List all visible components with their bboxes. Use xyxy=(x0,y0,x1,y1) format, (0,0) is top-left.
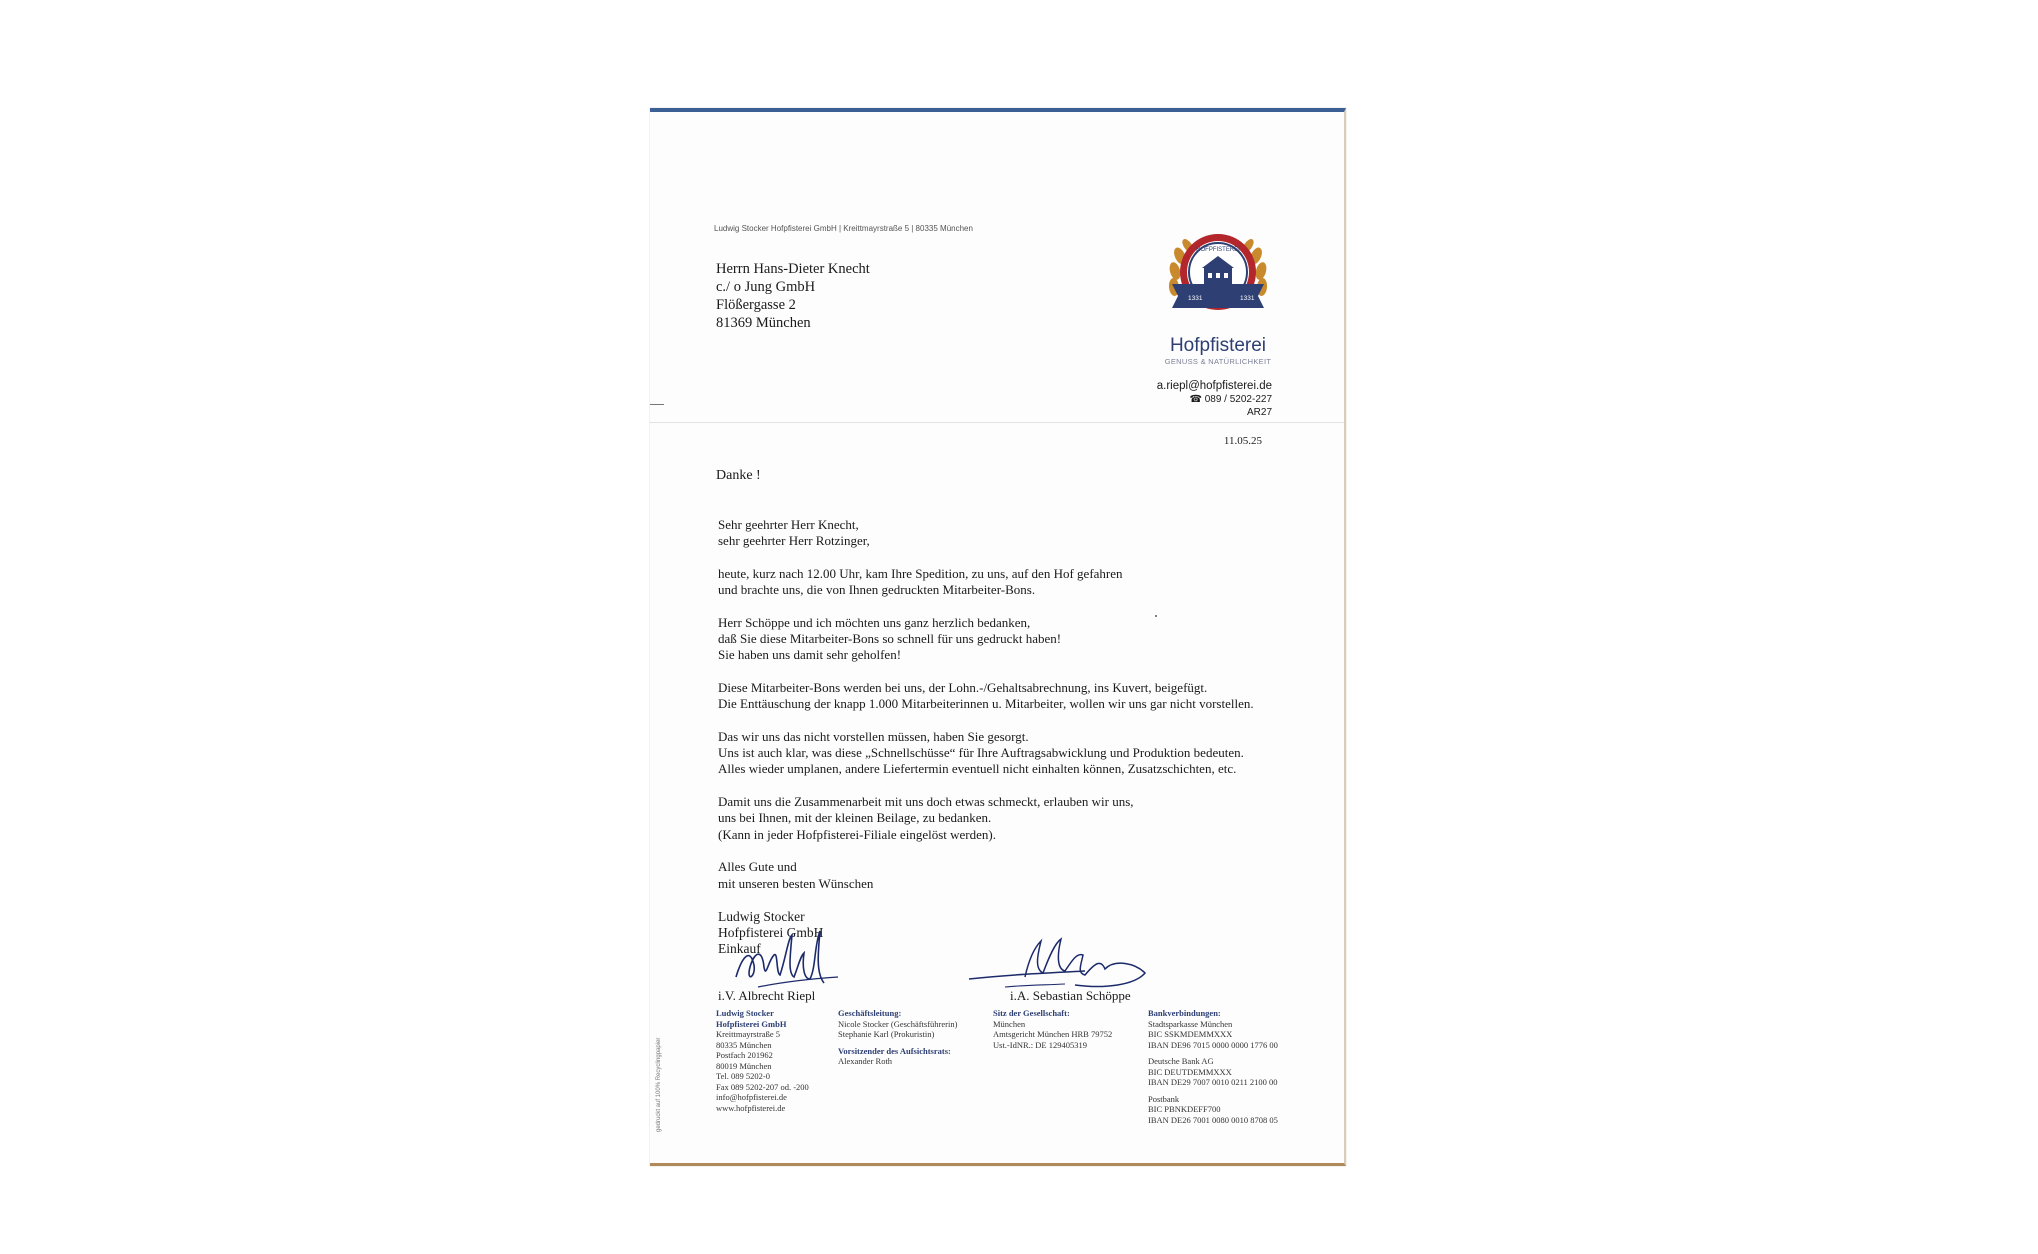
closing: Alles Gute und mit unseren besten Wünschen xyxy=(718,859,874,891)
fold-line xyxy=(650,422,1344,423)
letter-body xyxy=(718,517,1318,908)
paragraph: Herr Schöppe und ich möchten uns ganz herzlich bedanken, daß Sie diese Mitarbeiter-Bons so schnell für uns gedruckt haben! Sie haben uns damit sehr geholfen! xyxy=(718,614,1062,663)
recipient-address: Herrn Hans-Dieter Knecht c./ o Jung GmbH Flößergasse 2 81369 München xyxy=(716,261,870,331)
greeting: Sehr geehrter Herr Knecht, sehr geehrter Herr Rotzinger, xyxy=(718,517,870,549)
footer-banks: Bankverbindungen: Stadtsparkasse München BIC SSKMDEMMXXX IBAN DE96 7015 0000 0000 1776 00 Deutsche Bank AG BIC DEUTDEMMXXX IBAN DE29 7007 0010 0211 2100 00 Postbank BIC PBNKDEFF700 IBAN DE26 7001 0080 0010 8708 05 xyxy=(1148,1008,1278,1125)
paragraph: heute, kurz nach 12.00 Uhr, kam Ihre Spedition, zu uns, auf den Hof gefahren und brachte uns, die von Ihnen gedruckten Mitarbeiter-Bons. xyxy=(718,565,1123,598)
contact-phone: ☎ 089 / 5202-227 xyxy=(1189,394,1272,405)
logo-year-left: 1331 xyxy=(1188,295,1203,302)
signer-right: i.A. Sebastian Schöppe xyxy=(1010,988,1131,1003)
recycling-note: gedruckt auf 100% Recyclingpapier xyxy=(656,1037,662,1132)
paper-speck xyxy=(1155,615,1157,617)
contact-block xyxy=(1157,380,1272,419)
signature-block: Ludwig Stocker Hofpfisterei GmbH Einkauf xyxy=(718,909,824,956)
logo-name: Hofpfisterei xyxy=(1169,335,1267,356)
signature-riepl-icon xyxy=(728,917,858,997)
paragraph: Damit uns die Zusammenarbeit mit uns doch etwas schmeckt, erlauben wir uns, uns bei Ihnen, mit der kleinen Beilage, zu bedanken. (Kann in jeder Hofpfisterei-Filiale eingelöst werden). xyxy=(718,794,1134,842)
hofpfisterei-logo xyxy=(1158,216,1278,366)
sender-line: Ludwig Stocker Hofpfisterei GmbH | Kreittmayrstraße 5 | 80335 München xyxy=(714,224,973,233)
logo-emblem-icon xyxy=(1158,216,1278,334)
letter-page xyxy=(650,108,1346,1166)
logo-year-right: 1331 xyxy=(1240,295,1255,302)
letter-date: 11.05.25 xyxy=(1223,435,1262,447)
contact-ref: AR27 xyxy=(1246,407,1272,418)
logo-tagline: GENUSS & NATÜRLICHKEIT xyxy=(1164,357,1272,366)
danke-heading: Danke ! xyxy=(716,468,761,483)
paragraph: Das wir uns das nicht vorstellen müssen, haben Sie gesorgt. Uns ist auch klar, was diese „Schnellschüsse“ für Ihre Auftragsabwicklung und Produktion bedeuten. Alles wieder umplanen, andere Liefertermin eventuell nicht einhalten können, Zusatzschichten, etc. xyxy=(718,728,1244,777)
signer-left: i.V. Albrecht Riepl xyxy=(718,988,816,1003)
contact-email: a.riepl@hofpfisterei.de xyxy=(1156,380,1272,392)
footer-company: Ludwig Stocker Hofpfisterei GmbH Kreittmayrstraße 5 80335 München Postfach 201962 80019 München Tel. 089 5202-0 Fax 089 5202-207 od. -200 info@hofpfisterei.de www.hofpfisterei.de xyxy=(716,1008,809,1113)
footer-seat: Sitz der Gesellschaft: München Amtsgericht München HRB 79752 Ust.-IdNR.: DE 129405319 xyxy=(993,1008,1113,1050)
logo-badge-text: HOFPFISTEREI xyxy=(1196,247,1240,253)
footer-management: Geschäftsleitung: Nicole Stocker (Geschäftsführerin) Stephanie Karl (Prokuristin) Vorsitzender des Aufsichtsrats: Alexander Roth xyxy=(838,1008,958,1066)
fold-mark xyxy=(650,404,664,405)
paragraph: Diese Mitarbeiter-Bons werden bei uns, der Lohn.-/Gehaltsabrechnung, ins Kuvert, beigefügt. Die Enttäuschung der knapp 1.000 Mitarbeiterinnen u. Mitarbeiter, wollen wir uns gar nicht vorstellen. xyxy=(718,679,1254,712)
